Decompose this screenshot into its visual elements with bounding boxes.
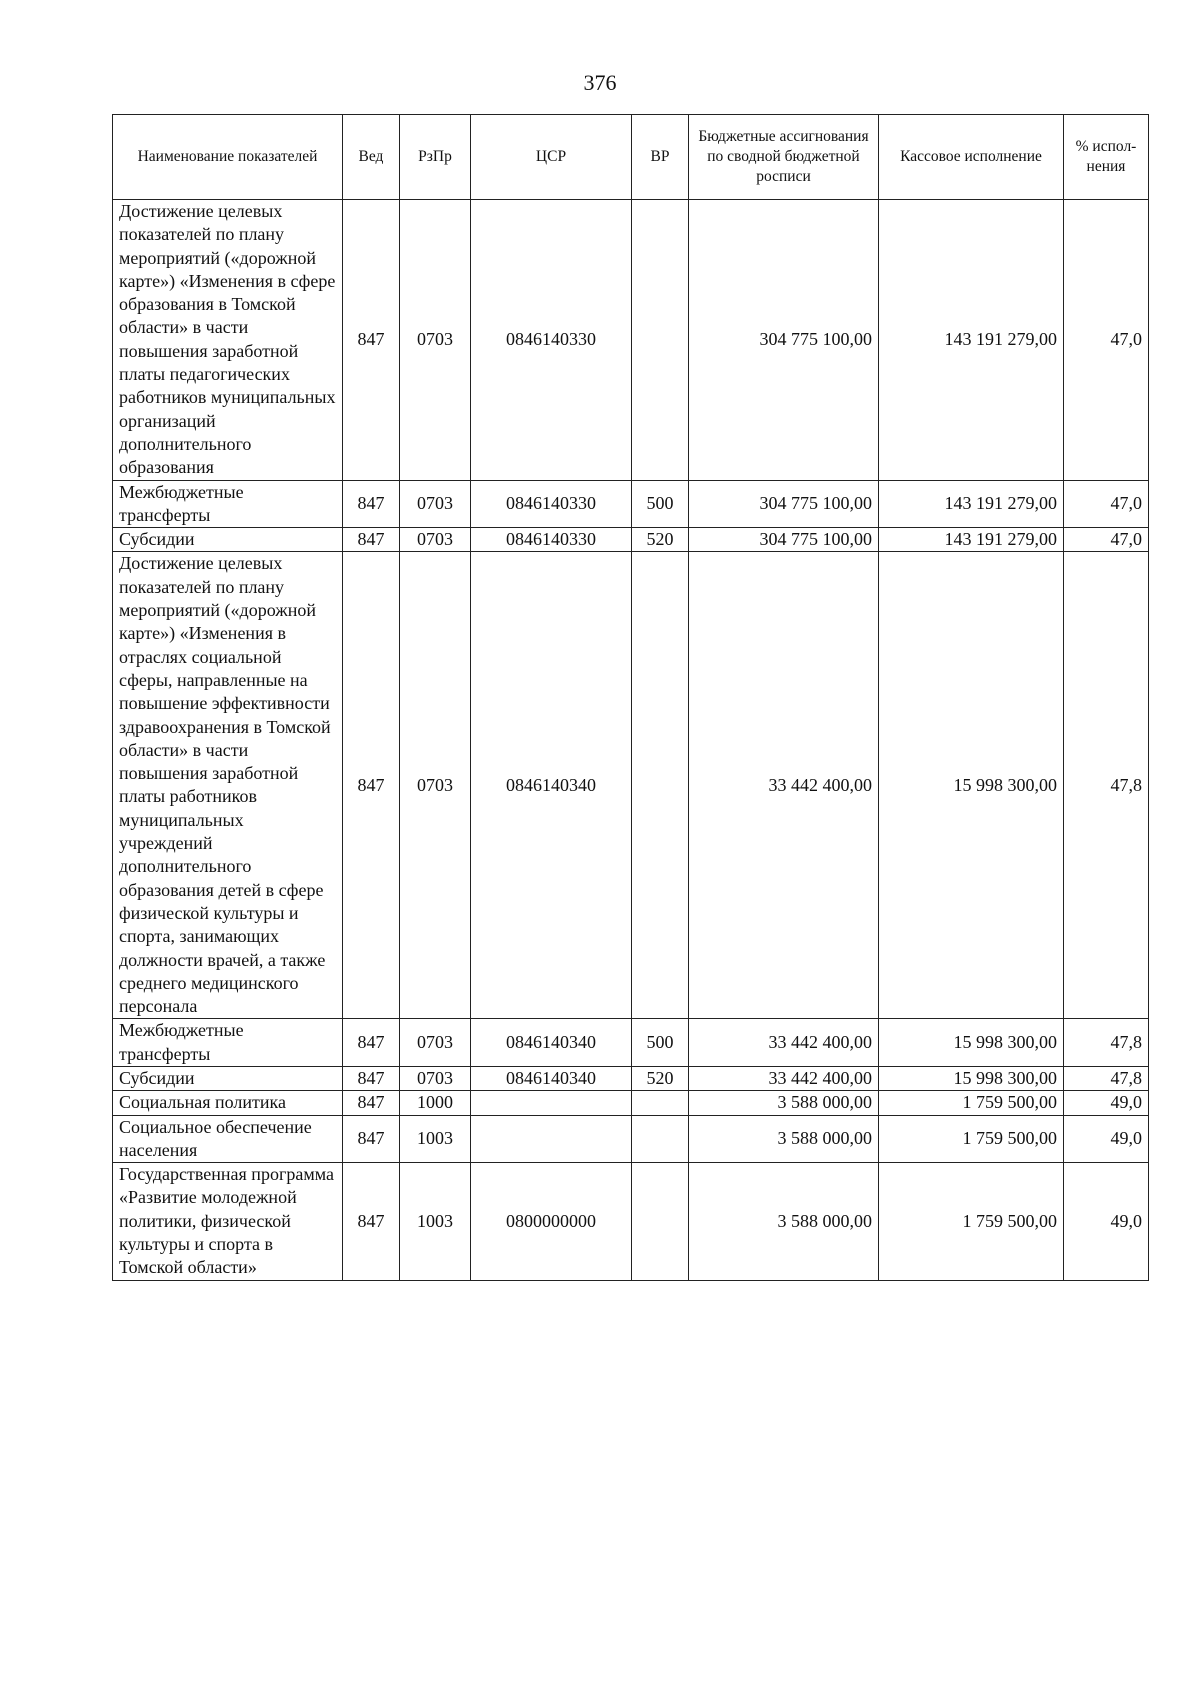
header-ved: Вед <box>343 115 400 200</box>
row-ved: 847 <box>343 1115 400 1163</box>
header-name: Наименование показателей <box>113 115 343 200</box>
row-ved: 847 <box>343 1019 400 1067</box>
row-csr: 0846140330 <box>471 528 632 552</box>
table-row <box>113 1066 1149 1090</box>
row-csr: 0846140340 <box>471 1066 632 1090</box>
table-row <box>113 1091 1149 1115</box>
row-pct: 47,0 <box>1064 528 1149 552</box>
row-csr: 0846140330 <box>471 200 632 481</box>
row-cash: 15 998 300,00 <box>879 1019 1064 1067</box>
row-budget: 33 442 400,00 <box>689 552 879 1019</box>
row-rzpr: 0703 <box>400 552 471 1019</box>
row-ved: 847 <box>343 480 400 528</box>
row-name: Межбюджетные трансферты <box>113 480 343 528</box>
row-csr: 0846140340 <box>471 1019 632 1067</box>
row-ved: 847 <box>343 528 400 552</box>
row-pct: 49,0 <box>1064 1115 1149 1163</box>
row-cash: 1 759 500,00 <box>879 1115 1064 1163</box>
row-name: Государственная программа «Развитие молодежной политики, физической культуры и спорта в Томской области» <box>113 1163 343 1280</box>
row-rzpr: 1003 <box>400 1115 471 1163</box>
row-name: Достижение целевых показателей по плану мероприятий («дорожной карте») «Изменения в отраслях социальной сферы, направленные на повышение эффективности здравоохранения в Томской области» в части повышения заработной платы работников муниципальных учреждений дополнительного образования детей в сфере физической культуры и спорта, занимающих должности врачей, а также среднего медицинского персонала <box>113 552 343 1019</box>
header-pct: % испол-нения <box>1064 115 1149 200</box>
row-vr <box>632 200 689 481</box>
row-cash: 143 191 279,00 <box>879 480 1064 528</box>
table-row <box>113 1163 1149 1280</box>
row-cash: 1 759 500,00 <box>879 1163 1064 1280</box>
row-name: Достижение целевых показателей по плану мероприятий («дорожной карте») «Изменения в сфере образования в Томской области» в части повышения заработной платы педагогических работников муниципальных организаций дополнительного образования <box>113 200 343 481</box>
row-rzpr: 0703 <box>400 1066 471 1090</box>
row-budget: 3 588 000,00 <box>689 1163 879 1280</box>
row-pct: 47,0 <box>1064 480 1149 528</box>
row-pct: 47,8 <box>1064 552 1149 1019</box>
row-csr <box>471 1115 632 1163</box>
header-vr: ВР <box>632 115 689 200</box>
row-budget: 304 775 100,00 <box>689 528 879 552</box>
row-cash: 143 191 279,00 <box>879 528 1064 552</box>
header-rzpr: РзПр <box>400 115 471 200</box>
row-rzpr: 1003 <box>400 1163 471 1280</box>
row-vr <box>632 1091 689 1115</box>
header-cash: Кассовое исполнение <box>879 115 1064 200</box>
row-budget: 3 588 000,00 <box>689 1091 879 1115</box>
row-rzpr: 0703 <box>400 1019 471 1067</box>
row-budget: 304 775 100,00 <box>689 480 879 528</box>
row-rzpr: 0703 <box>400 528 471 552</box>
header-budget: Бюджетные ассигнования по сводной бюджетной росписи <box>689 115 879 200</box>
row-cash: 15 998 300,00 <box>879 1066 1064 1090</box>
row-vr <box>632 552 689 1019</box>
row-csr <box>471 1091 632 1115</box>
row-pct: 47,8 <box>1064 1019 1149 1067</box>
table-row <box>113 480 1149 528</box>
row-name: Субсидии <box>113 1066 343 1090</box>
row-rzpr: 0703 <box>400 200 471 481</box>
row-cash: 1 759 500,00 <box>879 1091 1064 1115</box>
row-vr: 500 <box>632 480 689 528</box>
row-cash: 15 998 300,00 <box>879 552 1064 1019</box>
row-budget: 33 442 400,00 <box>689 1019 879 1067</box>
header-csr: ЦСР <box>471 115 632 200</box>
row-pct: 49,0 <box>1064 1163 1149 1280</box>
row-ved: 847 <box>343 1163 400 1280</box>
row-rzpr: 0703 <box>400 480 471 528</box>
row-cash: 143 191 279,00 <box>879 200 1064 481</box>
table-row <box>113 1019 1149 1067</box>
budget-execution-table <box>112 114 1149 1281</box>
row-ved: 847 <box>343 1091 400 1115</box>
row-budget: 33 442 400,00 <box>689 1066 879 1090</box>
row-csr: 0846140340 <box>471 552 632 1019</box>
row-ved: 847 <box>343 1066 400 1090</box>
table-row <box>113 1115 1149 1163</box>
row-vr: 520 <box>632 528 689 552</box>
page-number: 376 <box>583 70 617 95</box>
row-vr <box>632 1115 689 1163</box>
table-row <box>113 552 1149 1019</box>
row-vr: 500 <box>632 1019 689 1067</box>
table-row <box>113 200 1149 481</box>
row-name: Субсидии <box>113 528 343 552</box>
row-csr: 0846140330 <box>471 480 632 528</box>
row-csr: 0800000000 <box>471 1163 632 1280</box>
row-budget: 3 588 000,00 <box>689 1115 879 1163</box>
row-name: Социальное обеспечение населения <box>113 1115 343 1163</box>
row-pct: 47,8 <box>1064 1066 1149 1090</box>
row-pct: 47,0 <box>1064 200 1149 481</box>
row-vr: 520 <box>632 1066 689 1090</box>
table-header-row <box>113 115 1149 200</box>
row-ved: 847 <box>343 200 400 481</box>
row-vr <box>632 1163 689 1280</box>
row-name: Межбюджетные трансферты <box>113 1019 343 1067</box>
row-ved: 847 <box>343 552 400 1019</box>
row-rzpr: 1000 <box>400 1091 471 1115</box>
table-row <box>113 528 1149 552</box>
row-budget: 304 775 100,00 <box>689 200 879 481</box>
row-name: Социальная политика <box>113 1091 343 1115</box>
row-pct: 49,0 <box>1064 1091 1149 1115</box>
